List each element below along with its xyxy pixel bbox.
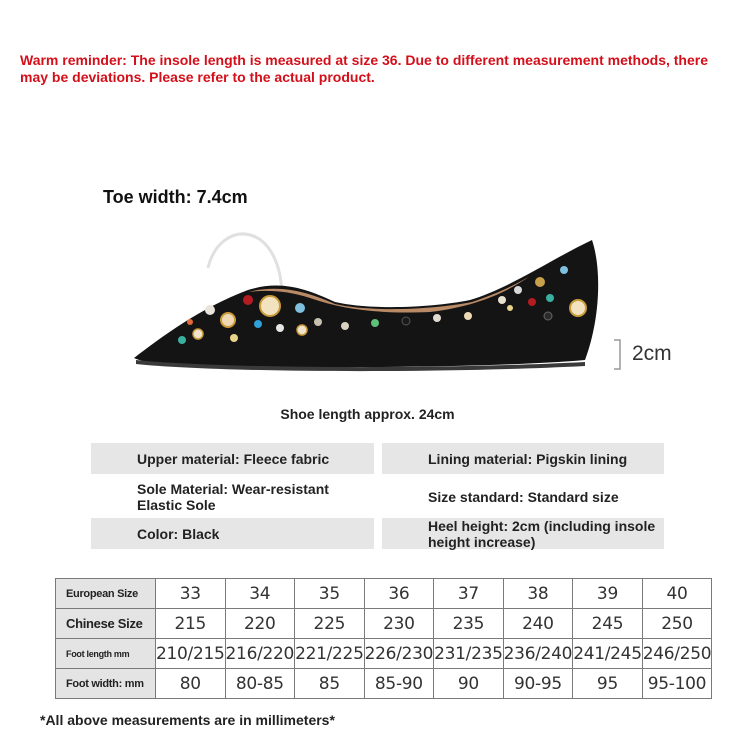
- spec-size-standard-text: Size standard: Standard size: [428, 488, 619, 505]
- table-cell: 230: [364, 609, 434, 639]
- table-cell: 235: [434, 609, 504, 639]
- spec-color-text: Color: Black: [137, 525, 220, 542]
- spec-size-standard: [382, 481, 664, 512]
- table-cell: 40: [642, 579, 712, 609]
- table-cell: 95: [573, 669, 643, 699]
- table-cell: 226/230: [364, 639, 434, 669]
- table-row: [56, 579, 712, 609]
- row-label-foot-width: Foot width: mm: [56, 669, 156, 699]
- table-cell: 90: [434, 669, 504, 699]
- table-cell: 231/235: [434, 639, 504, 669]
- table-cell: 85: [295, 669, 365, 699]
- table-cell: 35: [295, 579, 365, 609]
- table-cell: 36: [364, 579, 434, 609]
- spec-upper-material: [91, 443, 374, 474]
- table-cell: 216/220: [225, 639, 295, 669]
- spec-lining-material-text: Lining material: Pigskin lining: [428, 450, 628, 467]
- toe-width-label: Toe width: 7.4cm: [103, 187, 248, 207]
- shoe-length-label: Shoe length approx. 24cm: [280, 406, 455, 422]
- table-cell: 240: [503, 609, 573, 639]
- table-cell: 220: [225, 609, 295, 639]
- row-label-chinese-size: Chinese Size: [56, 609, 156, 639]
- table-cell: 241/245: [573, 639, 643, 669]
- row-label-foot-length: Foot length mm: [56, 639, 156, 669]
- table-cell: 33: [156, 579, 226, 609]
- table-cell: 225: [295, 609, 365, 639]
- table-cell: 221/225: [295, 639, 365, 669]
- table-row: [56, 609, 712, 639]
- spec-heel-height: [382, 518, 664, 549]
- table-cell: 245: [573, 609, 643, 639]
- heel-height-bracket: [612, 338, 626, 372]
- table-cell: 34: [225, 579, 295, 609]
- table-row: [56, 639, 712, 669]
- table-cell: 215: [156, 609, 226, 639]
- shoe-illustration: [130, 210, 610, 380]
- spec-lining-material: [382, 443, 664, 474]
- spec-sole-material: [91, 481, 374, 512]
- table-cell: 250: [642, 609, 712, 639]
- spec-heel-height-text: Heel height: 2cm (including insole height increase): [428, 517, 656, 550]
- table-cell: 210/215: [156, 639, 226, 669]
- spec-color: [91, 518, 374, 549]
- table-cell: 39: [573, 579, 643, 609]
- size-chart-table: [55, 578, 712, 699]
- spec-sole-material-text: Sole Material: Wear-resistant Elastic Sole: [137, 480, 329, 513]
- table-cell: 95-100: [642, 669, 712, 699]
- warm-reminder-text: Warm reminder: The insole length is measured at size 36. Due to different measurement methods, there may be deviations. Please refer to the actual product.: [20, 52, 708, 85]
- table-cell: 80-85: [225, 669, 295, 699]
- table-row: [56, 669, 712, 699]
- table-cell: 246/250: [642, 639, 712, 669]
- spec-upper-material-text: Upper material: Fleece fabric: [137, 450, 330, 467]
- table-cell: 85-90: [364, 669, 434, 699]
- table-cell: 80: [156, 669, 226, 699]
- table-cell: 90-95: [503, 669, 573, 699]
- table-cell: 37: [434, 579, 504, 609]
- heel-height-label: 2cm: [632, 342, 672, 365]
- table-cell: 236/240: [503, 639, 573, 669]
- table-cell: 38: [503, 579, 573, 609]
- measurement-footnote: *All above measurements are in millimeters*: [40, 712, 335, 728]
- row-label-european-size: European Size: [56, 579, 156, 609]
